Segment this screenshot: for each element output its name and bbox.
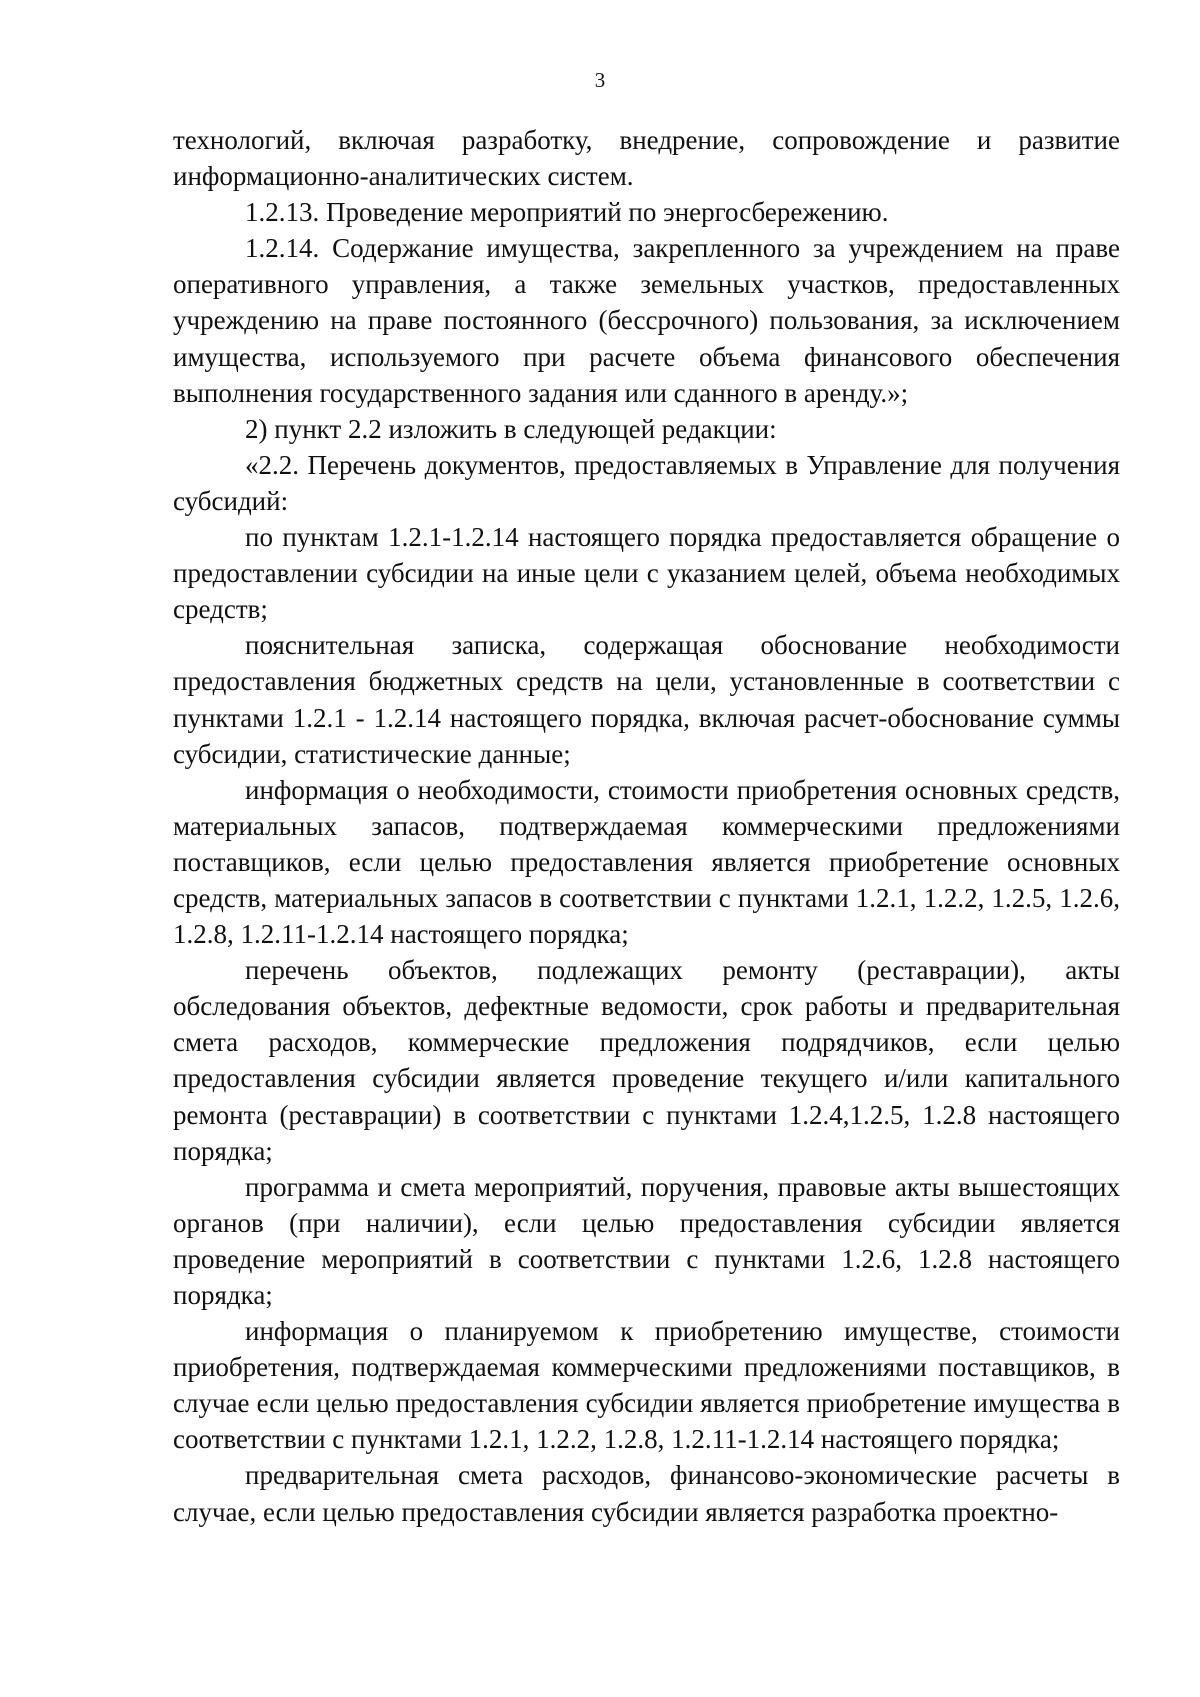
paragraph: 1.2.14. Содержание имущества, закрепленного за учреждением на праве оперативного управления, а также земельных участков, предоставленных учреждению на праве постоянного (бессрочного) пользования, за исключением имущества, используемого при расчете объема финансового обеспечения выполнения государственного задания или сданного в аренду.»;	[173, 233, 1120, 408]
document-body	[173, 122, 1120, 1530]
paragraph: по пунктам 1.2.1-1.2.14 настоящего порядка предоставляется обращение о предоставлении субсидии на иные цели с указанием целей, объема необходимых средств;	[173, 522, 1120, 625]
page-number: 3	[594, 68, 606, 92]
paragraph: «2.2. Перечень документов, предоставляемых в Управление для получения субсидий:	[173, 449, 1120, 516]
paragraph: пояснительная записка, содержащая обоснование необходимости предоставления бюджетных средств на цели, установленные в соответствии с пунктами 1.2.1 - 1.2.14 настоящего порядка, включая расчет-обоснование суммы субсидии, статистические данные;	[173, 630, 1120, 769]
paragraph: программа и смета мероприятий, поручения, правовые акты вышестоящих органов (при наличии), если целью предоставления субсидии является проведение мероприятий в соответствии с пунктами 1.2.6, 1.2.8 настоящего порядка;	[173, 1171, 1120, 1310]
paragraph: перечень объектов, подлежащих ремонту (реставрации), акты обследования объектов, дефектные ведомости, срок работы и предварительная смета расходов, коммерческие предложения подрядчиков, если целью предоставления субсидии является проведение текущего и/или капитального ремонта (реставрации) в соответствии с пунктами 1.2.4,1.2.5, 1.2.8 настоящего порядка;	[173, 955, 1120, 1166]
paragraph: 1.2.13. Проведение мероприятий по энергосбережению.	[245, 197, 889, 228]
paragraph: 2) пункт 2.2 изложить в следующей редакции:	[245, 413, 777, 444]
paragraph: предварительная смета расходов, финансово-экономические расчеты в случае, если целью предоставления субсидии является разработка проектно-	[173, 1460, 1120, 1527]
paragraph: технологий, включая разработку, внедрение, сопровождение и развитие информационно-аналитических систем.	[173, 125, 1120, 192]
paragraph: информация о необходимости, стоимости приобретения основных средств, материальных запасов, подтверждаемая коммерческими предложениями поставщиков, если целью предоставления является приобретение основных средств, материальных запасов в соответствии с пунктами 1.2.1, 1.2.2, 1.2.5, 1.2.6, 1.2.8, 1.2.11-1.2.14 настоящего порядка;	[173, 774, 1120, 950]
paragraph: информация о планируемом к приобретению имуществе, стоимости приобретения, подтверждаемая коммерческими предложениями поставщиков, в случае если целью предоставления субсидии является приобретение имущества в соответствии с пунктами 1.2.1, 1.2.2, 1.2.8, 1.2.11-1.2.14 настоящего порядка;	[173, 1316, 1120, 1455]
